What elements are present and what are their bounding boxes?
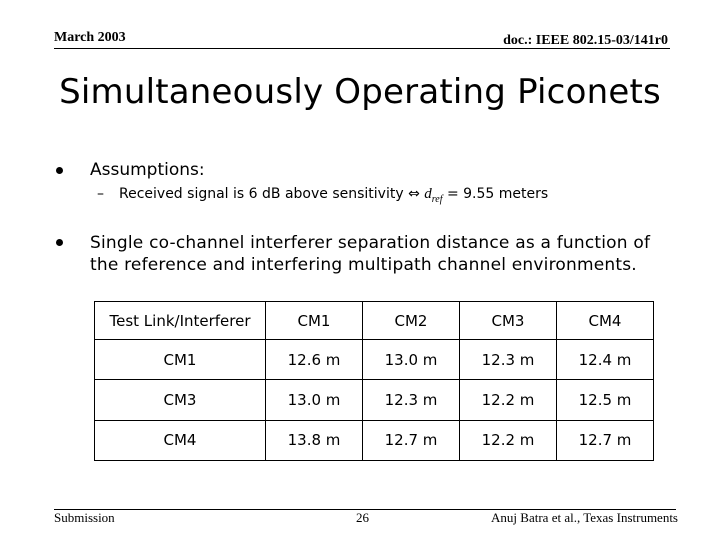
row-label: CM3 (95, 380, 266, 420)
table-row (95, 340, 654, 380)
footer-page-number: 26 (356, 510, 369, 525)
table-row (95, 380, 654, 420)
results-table (94, 301, 654, 461)
column-header: CM4 (557, 302, 654, 340)
footer-author: Anuj Batra et al., Texas Instruments (491, 510, 678, 525)
bullet-dot-icon (56, 239, 63, 246)
column-header: CM1 (266, 302, 363, 340)
table-cell: 12.7 m (557, 420, 654, 460)
table-cell: 13.0 m (266, 380, 363, 420)
column-header: CM2 (363, 302, 460, 340)
table-cell: 12.3 m (363, 380, 460, 420)
dref-symbol: $d_{ref}$ (424, 186, 443, 205)
footer-submission: Submission (54, 510, 115, 525)
table-corner-header: Test Link/Interferer (95, 302, 266, 340)
table-row (95, 420, 654, 460)
sub-bullet-dash: – (97, 186, 104, 202)
header-date: March 2003 (54, 30, 126, 45)
table-cell: 13.8 m (266, 420, 363, 460)
column-header: CM3 (460, 302, 557, 340)
table-cell: 12.4 m (557, 340, 654, 380)
table-cell: 12.5 m (557, 380, 654, 420)
equivalence-arrow-icon: ⇔ (408, 186, 420, 202)
table-cell: 12.3 m (460, 340, 557, 380)
assumption-prefix: Received signal is 6 dB above sensitivity (119, 186, 409, 202)
table-cell: 12.6 m (266, 340, 363, 380)
sub-bullet-assumption (97, 186, 548, 205)
slide-title: Simultaneously Operating Piconets (59, 72, 661, 112)
table-cell: 12.2 m (460, 380, 557, 420)
table-cell: 12.2 m (460, 420, 557, 460)
bullet-dot-icon (56, 167, 63, 174)
header-doc-id: doc.: IEEE 802.15-03/141r0 (503, 33, 668, 48)
bullet-description: Single co-channel interferer separation distance as a function of the reference and interfering multipath channel environments. (90, 233, 651, 275)
row-label: CM1 (95, 340, 266, 380)
table-header-row (95, 302, 654, 340)
assumption-suffix: = 9.55 meters (442, 186, 549, 202)
header-divider (54, 48, 670, 49)
table-cell: 12.7 m (363, 420, 460, 460)
row-label: CM4 (95, 420, 266, 460)
table-cell: 13.0 m (363, 340, 460, 380)
bullet-assumptions: Assumptions: (90, 160, 205, 180)
